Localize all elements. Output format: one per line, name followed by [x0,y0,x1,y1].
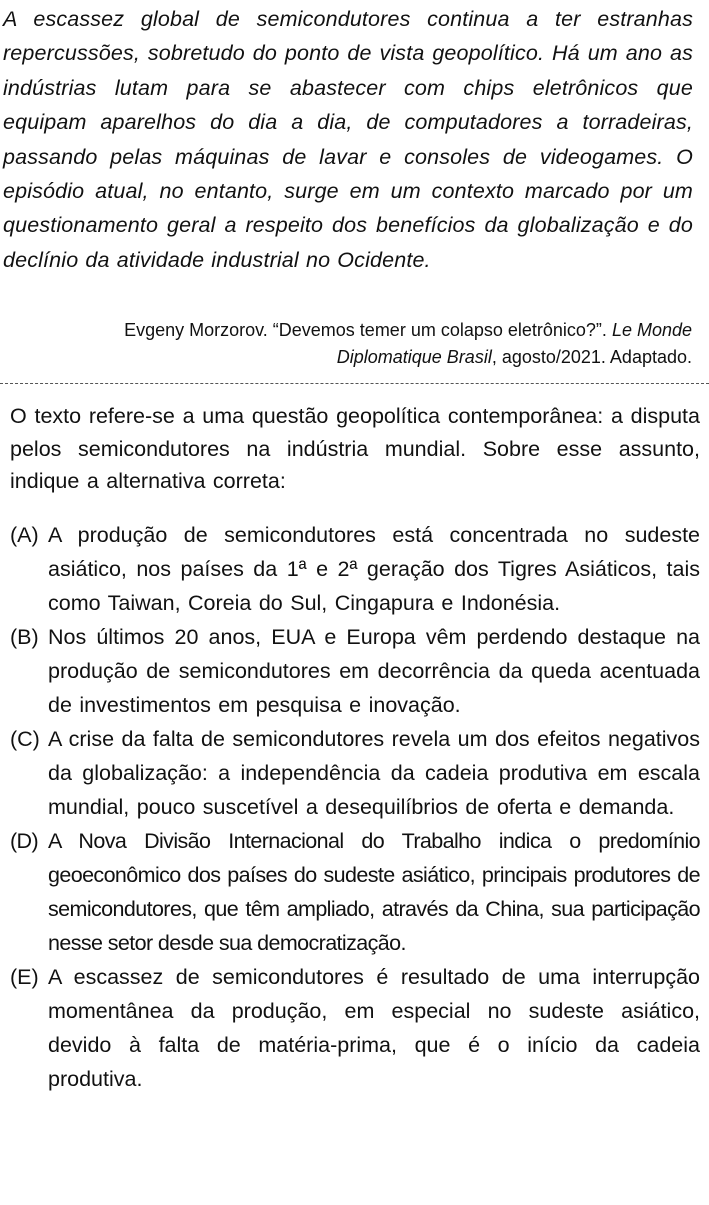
answer-options [10,518,700,1096]
option-d[interactable] [10,824,700,960]
option-letter: (C) [10,727,40,751]
question-prompt: O texto refere-se a uma questão geopolítica contemporânea: a disputa pelos semicondutores na indústria mundial. Sobre esse assunto, indique a alternativa correta: [10,404,700,493]
citation-details: , agosto/2021. Adaptado. [491,347,692,367]
option-text: A produção de semicondutores está concentrada no sudeste asiático, nos países da 1ª e 2ª geração dos Tigres Asiáticos, tais como Taiwan, Coreia do Sul, Cingapura e Indonésia. [48,523,700,615]
citation [40,317,692,371]
citation-journal: Le Monde Diplomatique Brasil [336,320,692,367]
option-b[interactable] [10,620,700,722]
option-e[interactable] [10,960,700,1096]
passage-text: A escassez global de semicondutores continua a ter estranhas repercussões, sobretudo do ponto de vista geopolítico. Há um ano as indústrias lutam para se abastecer com chips eletrônicos que equipam aparelhos do dia a dia, de computadores a torradeiras, passando pelas máquinas de lavar e consoles de videogames. O episódio atual, no entanto, surge em um contexto marcado por um questionamento geral a respeito dos benefícios da globalização e do declínio da atividade industrial no Ocidente. [3,7,693,272]
option-a[interactable] [10,518,700,620]
option-text: A escassez de semicondutores é resultado de uma interrupção momentânea da produção, em especial no sudeste asiático, devido à falta de matéria-prima, que é o início da cadeia produtiva. [48,965,700,1091]
option-letter: (E) [10,965,39,989]
option-c[interactable] [10,722,700,824]
option-letter: (B) [10,625,39,649]
option-text: Nos últimos 20 anos, EUA e Europa vêm perdendo destaque na produção de semicondutores em decorrência da queda acentuada de investimentos em pesquisa e inovação. [48,625,700,717]
option-text: A Nova Divisão Internacional do Trabalho indica o predomínio geoeconômico dos países do sudeste asiático, principais produtores de semicondutores, que têm ampliado, através da China, sua participação nesse setor desde sua democratização. [48,829,700,955]
option-letter: (D) [10,829,39,853]
option-text: A crise da falta de semicondutores revela um dos efeitos negativos da globalização: a independência da cadeia produtiva em escala mundial, pouco suscetível a desequilíbrios de oferta e demanda. [48,727,700,819]
dashed-divider [0,383,709,384]
citation-author-title: Evgeny Morzorov. “Devemos temer um colapso eletrônico?”. [124,320,607,340]
option-letter: (A) [10,523,39,547]
